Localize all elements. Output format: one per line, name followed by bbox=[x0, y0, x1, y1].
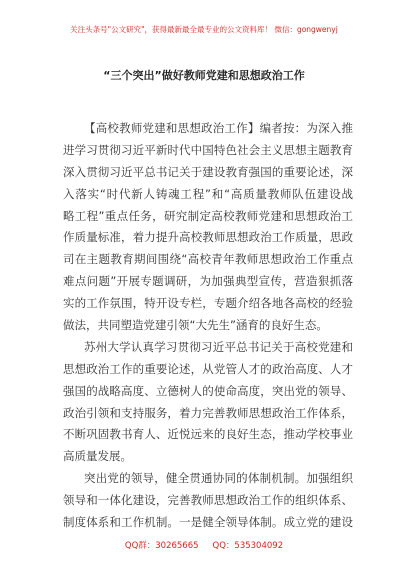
body-line: 不断巩固教书育人、近悦远来的良好生态，推动学校事业 bbox=[63, 427, 353, 442]
contact-footer bbox=[0, 540, 408, 552]
body-line: 作质量标准，着力提升高校教师思想政治工作质量，思政 bbox=[63, 230, 353, 245]
document-body bbox=[63, 118, 353, 534]
body-line: 实的工作氛围，特开设专栏，专题介绍各地各高校的经验 bbox=[63, 296, 353, 311]
paragraph-editor-note bbox=[63, 118, 353, 337]
body-line: 政治引领和支持服务，着力完善教师思想政治工作体系， bbox=[63, 405, 353, 420]
qq-group-number: QQ群：30265665 bbox=[124, 541, 199, 551]
body-line: 难点问题”开展专题调研，为加强典型宣传，营造狠抓落 bbox=[63, 274, 353, 289]
body-line: 入落实“时代新人铸魂工程”和“高质量教师队伍建设战 bbox=[63, 186, 353, 201]
body-line: 高质量发展。 bbox=[63, 449, 132, 464]
body-line: 做法，共同塑造党建引领“大先生”涵育的良好生态。 bbox=[63, 318, 328, 333]
body-line: 略工程”重点任务，研究制定高校教师党建和思想政治工 bbox=[63, 208, 353, 223]
body-line: 进学习贯彻习近平新时代中国特色社会主义思想主题教育 bbox=[63, 142, 353, 157]
body-line: 强国的战略高度、立德树人的使命高度，突出党的领导、 bbox=[63, 383, 353, 398]
body-line: 领导和一体化建设，完善教师思想政治工作的组织体系、 bbox=[63, 493, 353, 508]
qq-number: QQ：535304092 bbox=[212, 541, 284, 551]
body-line: 深入贯彻习近平总书记关于建设教育强国的重要论述，深 bbox=[63, 164, 353, 179]
body-line: 司在主题教育期间围绕“高校青年教师思想政治工作重点 bbox=[63, 252, 353, 267]
document-title: “三个突出”做好教师党建和思想政治工作 bbox=[103, 69, 305, 82]
body-line: 突出党的领导，健全贯通协同的体制机制。加强组织 bbox=[84, 471, 353, 486]
body-line: 制度体系和工作机制。一是健全领导体制。成立党的建设 bbox=[63, 515, 353, 530]
paragraph-party-leadership bbox=[63, 468, 353, 534]
paragraph-intro bbox=[63, 337, 353, 468]
body-line: 苏州大学认真学习贯彻习近平总书记关于高校党建和 bbox=[84, 339, 353, 354]
body-line: 思想政治工作的重要论述，从党管人才的政治高度、人才 bbox=[63, 361, 353, 376]
body-line: 【高校教师党建和思想政治工作】编者按：为深入推 bbox=[84, 121, 353, 135]
promo-header: 关注头条号"公文研究"，获得最新最全最专业的公文资料库！ 微信：gongwenyj bbox=[70, 25, 338, 34]
